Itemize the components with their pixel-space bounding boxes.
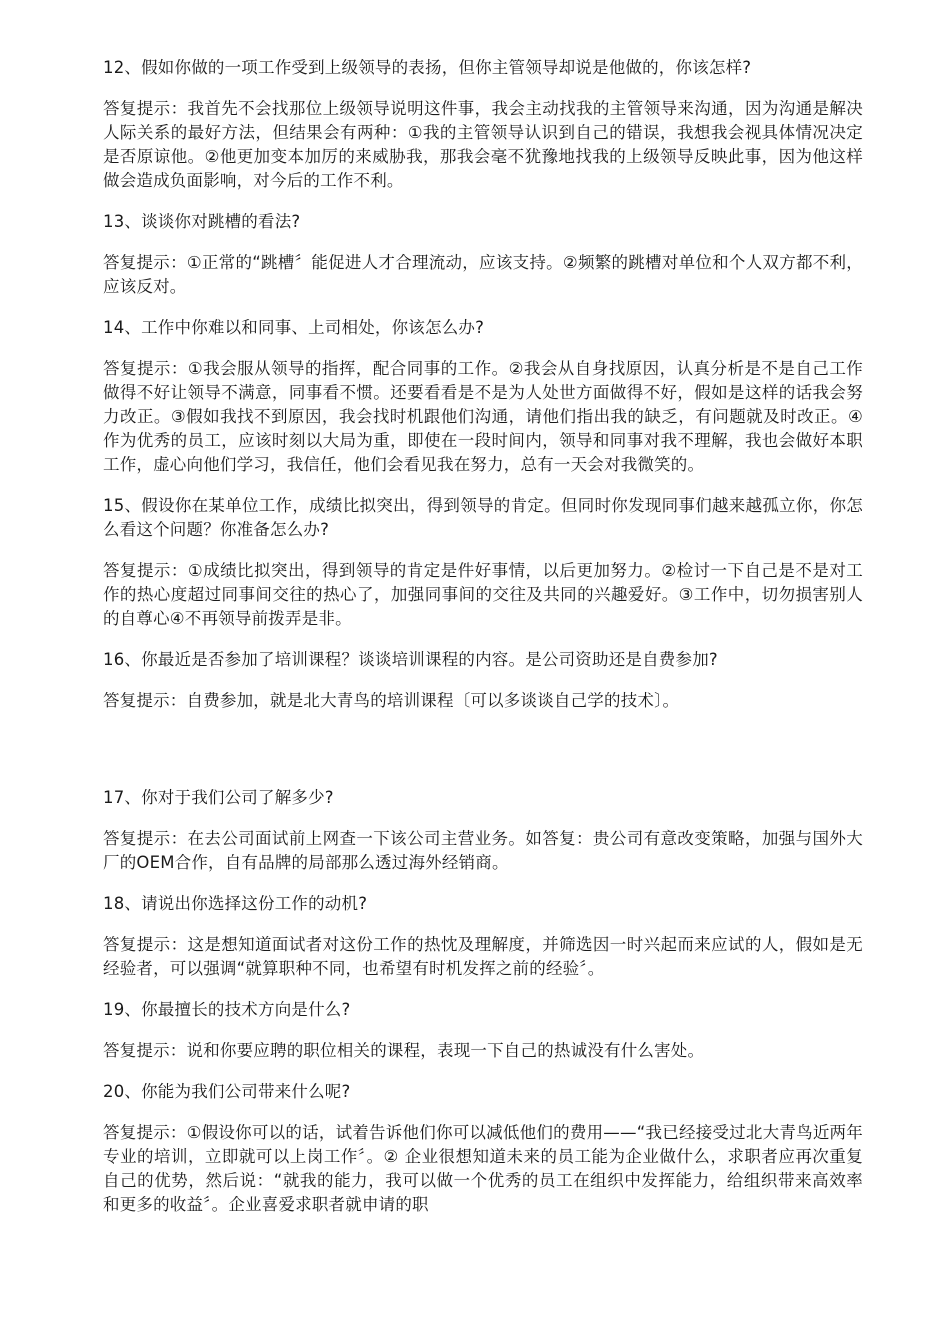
question-20: 20、你能为我们公司带来什么呢? (103, 1082, 351, 1101)
question-18: 18、请说出你选择这份工作的动机? (103, 894, 368, 913)
answer-15: 答复提示：①成绩比拟突出，得到领导的肯定是件好事情，以后更加努力。②检讨一下自己是不是对工作的热心度超过同事间交往的热心了，加强同事间的交往及共同的兴趣爱好。③工作中，切勿损害别人的自尊心④不再领导前拨弄是非。 (103, 561, 863, 628)
answer-18: 答复提示：这是想知道面试者对这份工作的热忱及理解度，并筛选因一时兴起而来应试的人，假如是无经验者，可以强调“就算职种不同，也希望有时机发挥之前的经验〞。 (103, 935, 863, 978)
question-16: 16、你最近是否参加了培训课程？谈谈培训课程的内容。是公司资助还是自费参加? (103, 650, 718, 669)
answer-17: 答复提示：在去公司面试前上网查一下该公司主营业务。如答复：贵公司有意改变策略，加强与国外大厂的OEM合作，自有品牌的局部那么透过海外经销商。 (103, 829, 863, 872)
answer-13: 答复提示：①正常的“跳槽〞能促进人才合理流动，应该支持。②频繁的跳槽对单位和个人双方都不利，应该反对。 (103, 253, 863, 296)
question-15: 15、假设你在某单位工作，成绩比拟突出，得到领导的肯定。但同时你发现同事们越来越孤立你，你怎么看这个问题？你准备怎么办? (103, 496, 863, 539)
answer-16: 答复提示：自费参加，就是北大青鸟的培训课程〔可以多谈谈自己学的技术〕。 (103, 691, 680, 710)
answer-12: 答复提示：我首先不会找那位上级领导说明这件事，我会主动找我的主管领导来沟通，因为沟通是解决人际关系的最好方法，但结果会有两种：①我的主管领导认识到自己的错误，我想我会视具体情况决定是否原谅他。②他更加变本加厉的来威胁我，那我会毫不犹豫地找我的上级领导反映此事，因为他这样做会造成负面影响，对今后的工作不利。 (103, 99, 863, 190)
question-19: 19、你最擅长的技术方向是什么? (103, 1000, 351, 1019)
question-13: 13、谈谈你对跳槽的看法? (103, 212, 301, 231)
question-12: 12、假如你做的一项工作受到上级领导的表扬，但你主管领导却说是他做的，你该怎样? (103, 58, 752, 77)
blank-gap (103, 730, 863, 786)
answer-14: 答复提示：①我会服从领导的指挥，配合同事的工作。②我会从自身找原因，认真分析是不是自己工作做得不好让领导不满意，同事看不惯。还要看看是不是为人处世方面做得不好，假如是这样的话我会努力改正。③假如我找不到原因，我会找时机跟他们沟通，请他们指出我的缺乏，有问题就及时改正。④作为优秀的员工，应该时刻以大局为重，即使在一段时间内，领导和同事对我不理解，我也会做好本职工作，虚心向他们学习，我信任，他们会看见我在努力，总有一天会对我微笑的。 (103, 359, 863, 474)
answer-20: 答复提示：①假设你可以的话，试着告诉他们你可以减低他们的费用——“我已经接受过北大青鸟近两年专业的培训，立即就可以上岗工作〞。② 企业很想知道未来的员工能为企业做什么，求职者应再次重复自己的优势，然后说：“就我的能力，我可以做一个优秀的员工在组织中发挥能力，给组织带来高效率和更多的收益〞。企业喜爱求职者就申请的职 (103, 1123, 863, 1214)
answer-19: 答复提示：说和你要应聘的职位相关的课程，表现一下自己的热诚没有什么害处。 (103, 1041, 705, 1060)
question-14: 14、工作中你难以和同事、上司相处，你该怎么办? (103, 318, 485, 337)
question-17: 17、你对于我们公司了解多少? (103, 788, 334, 807)
document-page (103, 56, 863, 1234)
